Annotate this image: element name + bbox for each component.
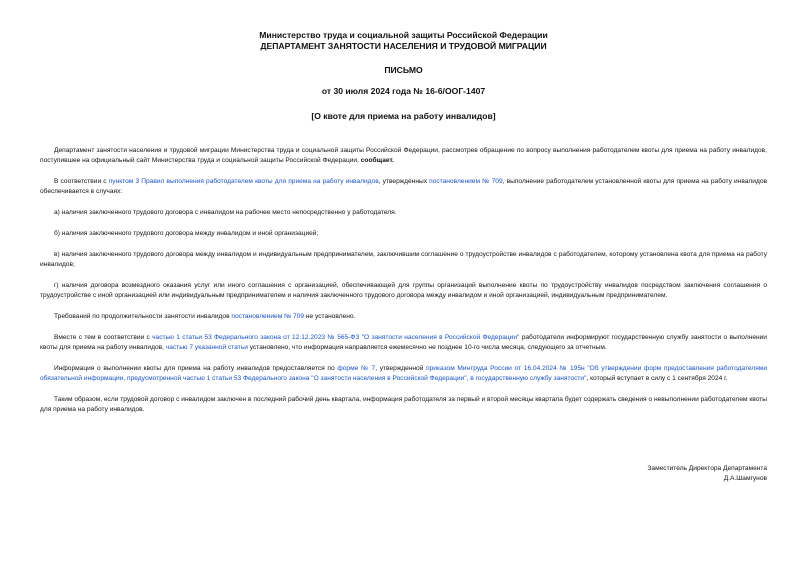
list-item-b: б) наличия заключенного трудового договора между инвалидом и иной организацией; bbox=[54, 230, 319, 237]
paragraph-rules-text-1: В соответствии с bbox=[54, 178, 109, 185]
department-name: ДЕПАРТАМЕНТ ЗАНЯТОСТИ НАСЕЛЕНИЯ И ТРУДОВОЙ МИГРАЦИИ bbox=[260, 41, 547, 51]
paragraph-rules bbox=[40, 177, 767, 197]
paragraph-duration bbox=[40, 312, 767, 322]
signature-block bbox=[647, 464, 767, 484]
list-item-a: а) наличия заключенного трудового договора с инвалидом на рабочее место непосредственно у работодателя. bbox=[54, 209, 397, 216]
paragraph-intro bbox=[40, 146, 767, 166]
link-form-7[interactable]: форме № 7 bbox=[337, 365, 376, 372]
document-body bbox=[40, 146, 767, 415]
paragraph-form-text-1: Информация о выполнении квоты для приема на работу инвалидов предоставляется по bbox=[54, 365, 338, 372]
list-item-g: г) наличия договора возмездного оказания услуг или иного соглашения с организацией, обеспечивающей для группы организаций выполнение квоты по трудоустройству инвалидов посредством заключения соглашения о трудоустройстве с иной организацией или индивидуальным предпринимателем и наличия заключенного трудового договора между инвалидом и иной организацией, индивидуальным предпринимателем. bbox=[40, 282, 767, 299]
document-header bbox=[40, 30, 767, 52]
paragraph-duration-text-1: Требований по продолжительности занятости инвалидов bbox=[54, 313, 232, 320]
link-part-7[interactable]: частью 7 указанной статьи bbox=[165, 344, 248, 351]
paragraph-rules-text-2: , утвержденных bbox=[378, 178, 430, 185]
paragraph-intro-text: Департамент занятости населения и трудовой миграции Министерства труда и социальной защиты Российской Федерации, рассмотрев обращение по вопросу выполнения работодателем квоты для приема на работу инвалидов, поступившее на официальный сайт Министерства труда и социальной защиты Российской Федерации, bbox=[40, 147, 767, 164]
paragraph-form-text-2: , утвержденной bbox=[375, 365, 427, 372]
list-item-v: в) наличия заключенного трудового договора между инвалидом и индивидуальным предпринимателем, заключившим соглашение о трудоустройстве инвалидов с работодателем, которому установлена квота для приема на работу инвалидов; bbox=[40, 251, 767, 268]
signature-name: Д.А.Шамгунов bbox=[723, 475, 767, 482]
paragraph-law-565 bbox=[40, 333, 767, 353]
paragraph-form-text-3: , который вступает в силу с 1 сентября 2024 г. bbox=[586, 375, 728, 382]
link-resolution-709[interactable]: постановлением № 709 bbox=[429, 178, 503, 185]
link-law-565-fz[interactable]: частью 1 статьи 53 Федерального закона от 12.12.2023 № 565-ФЗ "О занятости населения в Российской Федерации" bbox=[152, 334, 520, 341]
paragraph-form-7 bbox=[40, 364, 767, 384]
paragraph-law-text-1: Вместе с тем в соответствии с bbox=[54, 334, 153, 341]
document-title: [О квоте для приема на работу инвалидов] bbox=[311, 111, 496, 121]
paragraph-conclusion: Таким образом, если трудовой договор с инвалидом заключен в последний рабочий день квартала, информация работодателя за первый и второй месяцы квартала будет содержать сведения о невыполнении работодателем квоты для приема на работу инвалидов. bbox=[40, 396, 767, 413]
paragraph-law-text-3: установлено, что информация направляется ежемесячно не позднее 10-го числа месяца, следующего за отчетным. bbox=[247, 344, 607, 351]
paragraph-intro-bold: сообщает. bbox=[360, 157, 394, 164]
document-date-number: от 30 июля 2024 года № 16-6/ООГ-1407 bbox=[321, 86, 486, 96]
link-rules-point-3[interactable]: пунктом 3 Правил выполнения работодателем квоты для приема на работу инвалидов bbox=[108, 178, 379, 185]
document-type: ПИСЬМО bbox=[384, 65, 423, 75]
link-resolution-709-2[interactable]: постановлением № 709 bbox=[231, 313, 304, 320]
signature-position: Заместитель Директора Департамента bbox=[647, 465, 767, 472]
ministry-name: Министерство труда и социальной защиты Российской Федерации bbox=[259, 30, 548, 40]
link-order-195n[interactable]: приказом Минтруда России от 16.04.2024 № 195н "Об утверждении форм предоставления работодателями обязательной информации, предусмотренной частью 1 статьи 53 Федерального закона "О занятости населения в Российской Федерации", в государственную службу занятости" bbox=[40, 365, 768, 382]
paragraph-rules-text-3: , выполнение работодателем установленной квоты для приема на работу инвалидов обеспечивается в случаях: bbox=[40, 178, 767, 195]
paragraph-duration-text-2: не установлено. bbox=[304, 313, 356, 320]
paragraph-law-text-2: работодатели информируют государственную службу занятости о выполнении квоты для приема на работу инвалидов, bbox=[40, 334, 767, 351]
